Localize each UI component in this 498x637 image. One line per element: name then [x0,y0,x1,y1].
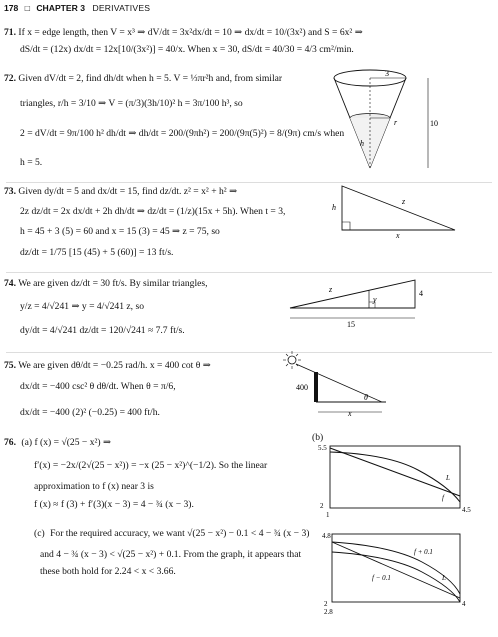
cone-label-10: 10 [430,119,438,128]
graph-b-L-label: L [446,474,450,482]
problem-76-a-line4: f (x) ≈ f (3) + f′(3)(x − 3) = 4 − ¾ (x − 3). [34,499,194,510]
problem-75-line2: dx/dt = −400 csc² θ dθ/dt. When θ = π/6, [20,381,176,392]
problem-76-a-line2: f′(x) = −2x/(2√(25 − x²)) = −x (25 − x²)^(−1/2). So the linear [34,460,268,471]
problem-76-a-line3: approximation to f (x) near 3 is [34,481,154,492]
fig74-label-z: z [329,285,333,294]
chapter-title: DERIVATIVES [92,3,151,13]
problem-73-line2: 2z dz/dt = 2x dx/dt + 2h dh/dt ⇒ dz/dt = (1/z)(15x + 5h). When t = 3, [20,206,286,217]
ramp-figure-74 [285,268,445,328]
fig74-label-4: 4 [419,289,423,298]
problem-74-line2: y/z = 4/√241 ⇒ y = 4/√241 z, so [20,301,144,312]
triangle-73 [342,186,455,230]
graph-b-xmin: 1 [326,511,330,518]
graph-c-ymin: 2.8 [324,608,333,616]
fig73-label-x: x [396,231,400,238]
ramp-triangle [290,280,415,308]
fig74-label-15: 15 [347,320,355,328]
problem-74-line1: 74. We are given dz/dt = 30 ft/s. By similar triangles, [4,278,208,289]
graph-c-xmax: 4 [462,600,466,608]
cone-figure [330,68,460,180]
problem-73-line1: 73. Given dy/dt = 5 and dx/dt = 15, find dz/dt. z² = x² + h² ⇒ [4,186,238,197]
graph-b-ymin: 2 [320,502,324,510]
problem-72-line2: triangles, r/h = 3/10 ⇒ V = (π/3)(3h/10)² h = 3π/100 h³, so [20,98,243,109]
fig75-label-x: x [348,409,352,418]
problem-76-b-label: (b) [312,432,324,443]
graph-c-L-label: L [442,574,446,582]
graph-b-xmax: 4.5 [462,506,471,514]
problem-74-line3: dy/dt = 4/√241 dz/dt = 120/√241 ≈ 7.7 ft/s. [20,325,185,336]
sun-figure-75 [282,350,392,418]
graph-c-fminus-label: f − 0.1 [372,574,391,582]
problem-72-line3: 2 = dV/dt = 9π/100 h² dh/dt ⇒ dh/dt = 200/(9πh²) = 200/(9π(5)²) = 8/(9π) cm/s when [20,128,345,139]
problem-76-a-line1: 76. (a) f (x) = √(25 − x²) ⇒ [4,437,112,448]
problem-72-line4: h = 5. [20,157,43,168]
problem-72-line1: 72. Given dV/dt = 2, find dh/dt when h = 5. V = ⅓πr²h and, from similar [4,73,283,84]
cone-label-3: 3 [385,69,389,78]
fig73-label-z: z [402,197,406,206]
problem-76-c-line1: (c) For the required accuracy, we want √(25 − x²) − 0.1 < 4 − ¾ (x − 3) [34,528,310,539]
problem-71-line1: 71. If x = edge length, then V = x³ ⇒ dV/dt = 3x²dx/dt = 10 ⇒ dx/dt = 10/(3x²) and S = 6x² ⇒ [4,27,363,38]
cone-label-r: r [394,118,398,127]
problem-73-line4: dz/dt = 1/75 [15 (45) + 5 (60)] = 13 ft/s. [20,247,174,258]
box-symbol-icon: □ [24,3,30,13]
page-header [4,4,150,14]
graph-c-fplus-label: f + 0.1 [414,548,433,556]
problem-71-line2: dS/dt = (12x) dx/dt = 12x[10/(3x²)] = 40/x. When x = 30, dS/dt = 40/30 = 4/3 cm²/min. [20,44,354,55]
problem-75-line3: dx/dt = −400 (2)² (−0.25) = 400 ft/h. [20,407,160,418]
cone-label-h: h [360,139,364,148]
sun-ray [296,364,382,402]
chapter-label: CHAPTER 3 [36,3,86,13]
problem-76-c-line2: and 4 − ¾ (x − 3) < √(25 − x²) + 0.1. From the graph, it appears that [40,549,302,560]
problem-76-c-line3: these both hold for 2.24 < x < 3.66. [40,566,176,577]
fig74-label-y: y [373,295,377,304]
graph-c-xmin: 2 [324,600,328,608]
graph-b [318,440,488,518]
graph-b-ymax: 5.5 [318,444,327,452]
fig73-label-h: h [332,203,336,212]
building [314,372,318,402]
fig75-label-theta: θ [364,393,368,402]
graph-c [322,528,492,618]
page-number: 178 [4,3,19,13]
graph-c-ymax: 4.8 [322,532,331,540]
problem-73-line3: h = 45 + 3 (5) = 60 and x = 15 (3) = 45 ⇒ z = 75, so [20,226,220,237]
right-triangle-figure-73 [330,178,470,238]
graph-b-f-label: f [442,494,444,502]
graph-c-frame [332,534,460,602]
fig75-label-400: 400 [296,383,308,392]
problem-75-line1: 75. We are given dθ/dt = −0.25 rad/h. x = 400 cot θ ⇒ [4,360,211,371]
right-angle-mark [342,222,350,230]
sun-icon [283,351,301,369]
